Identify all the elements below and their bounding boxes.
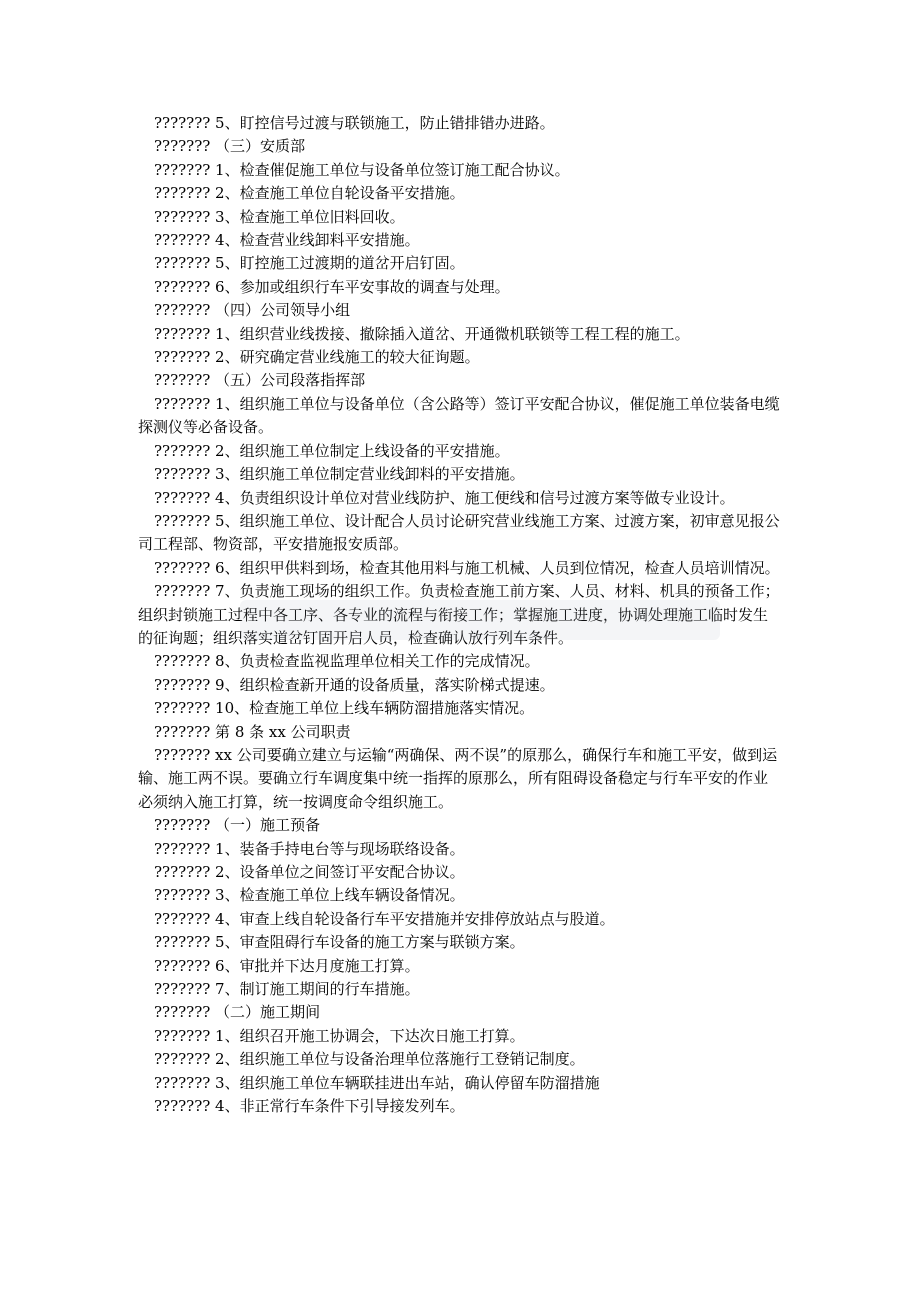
paragraph: ??????? 2、组织施工单位与设备治理单位落施行工登销记制度。 <box>154 1050 585 1069</box>
paragraph: ??????? 10、检查施工单位上线车辆防溜措施落实情况。 <box>154 699 535 718</box>
paragraph: ??????? （四）公司领导小组 <box>154 301 351 320</box>
paragraph: ??????? 6、审批并下达月度施工打算。 <box>154 956 420 975</box>
paragraph: ??????? 8、负责检查监视监理单位相关工作的完成情况。 <box>154 652 540 671</box>
paragraph: ??????? 2、检查施工单位自轮设备平安措施。 <box>154 184 465 203</box>
paragraph: ??????? 6、组织甲供料到场，检查其他用料与施工机械、人员到位情况，检查人员培训情况。 <box>154 558 780 577</box>
paragraph: ??????? 3、检查施工单位旧料回收。 <box>154 207 405 226</box>
paragraph: ??????? xx 公司要确立建立与运输“两确保、两不误”的原那么，确保行车和施工平安，做到运输、施工两不误。要确立行车调度集中统一指挥的原那么，所有阻碍设备稳定与行车平安的作业必须纳入施工打算，统一按调度命令组织施工。 <box>138 745 778 811</box>
paragraph: ??????? 4、非正常行车条件下引导接发列车。 <box>154 1097 465 1116</box>
paragraph: ??????? 5、盯控施工过渡期的道岔开启钉固。 <box>154 254 465 273</box>
paragraph: ??????? （三）安质部 <box>154 137 306 156</box>
paragraph: ??????? （五）公司段落指挥部 <box>154 371 366 390</box>
paragraph: ??????? 5、组织施工单位、设计配合人员讨论研究营业线施工方案、过渡方案，初审意见报公司工程部、物资部，平安措施报安质部。 <box>138 511 780 554</box>
paragraph: ??????? 7、制订施工期间的行车措施。 <box>154 980 420 999</box>
paragraph: ??????? 第 8 条 xx 公司职责 <box>154 722 351 741</box>
paragraph: ??????? 4、负责组织设计单位对营业线防护、施工便线和信号过渡方案等做专业设计。 <box>154 488 735 507</box>
paragraph: ??????? 7、负责施工现场的组织工作。负责检查施工前方案、人员、材料、机具的预备工作；组织封锁施工过程中各工序、各专业的流程与衔接工作；掌握施工进度，协调处理施工临时发生的征询题；组织落实道岔钉固开启人员，检查确认放行列车条件。 <box>138 582 780 647</box>
paragraph: ??????? 5、审查阻碍行车设备的施工方案与联锁方案。 <box>154 933 525 952</box>
paragraph: ??????? 4、检查营业线卸料平安措施。 <box>154 231 420 250</box>
paragraph: ??????? 3、检查施工单位上线车辆设备情况。 <box>154 886 465 905</box>
paragraph: ??????? 3、组织施工单位制定营业线卸料的平安措施。 <box>154 465 525 484</box>
paragraph: ??????? 9、组织检查新开通的设备质量，落实阶梯式提速。 <box>154 675 555 694</box>
paragraph: ??????? 3、组织施工单位车辆联挂进出车站，确认停留车防溜措施 <box>154 1073 600 1092</box>
paragraph: ??????? 2、研究确定营业线施工的较大征询题。 <box>154 348 480 367</box>
paragraph: ??????? 1、组织施工单位与设备单位（含公路等）签订平安配合协议，催促施工单位装备电缆探测仪等必备设备。 <box>138 394 780 437</box>
document-body <box>138 112 782 1118</box>
paragraph: ??????? （一）施工预备 <box>154 816 321 835</box>
paragraph: ??????? （二）施工期间 <box>154 1003 321 1022</box>
paragraph: ??????? 5、盯控信号过渡与联锁施工，防止错排错办进路。 <box>154 114 555 132</box>
paragraph: ??????? 6、参加或组织行车平安事故的调查与处理。 <box>154 277 510 296</box>
paragraph: ??????? 2、组织施工单位制定上线设备的平安措施。 <box>154 441 510 460</box>
paragraph: ??????? 1、组织营业线拨接、撤除插入道岔、开通微机联锁等工程工程的施工。 <box>154 324 690 343</box>
paragraph: ??????? 1、检查催促施工单位与设备单位签订施工配合协议。 <box>154 160 570 179</box>
paragraph: ??????? 1、装备手持电台等与现场联络设备。 <box>154 839 465 858</box>
paragraph: ??????? 4、审查上线自轮设备行车平安措施并安排停放站点与股道。 <box>154 909 615 928</box>
paragraph: ??????? 2、设备单位之间签订平安配合协议。 <box>154 863 465 881</box>
paragraph: ??????? 1、组织召开施工协调会，下达次日施工打算。 <box>154 1026 525 1045</box>
